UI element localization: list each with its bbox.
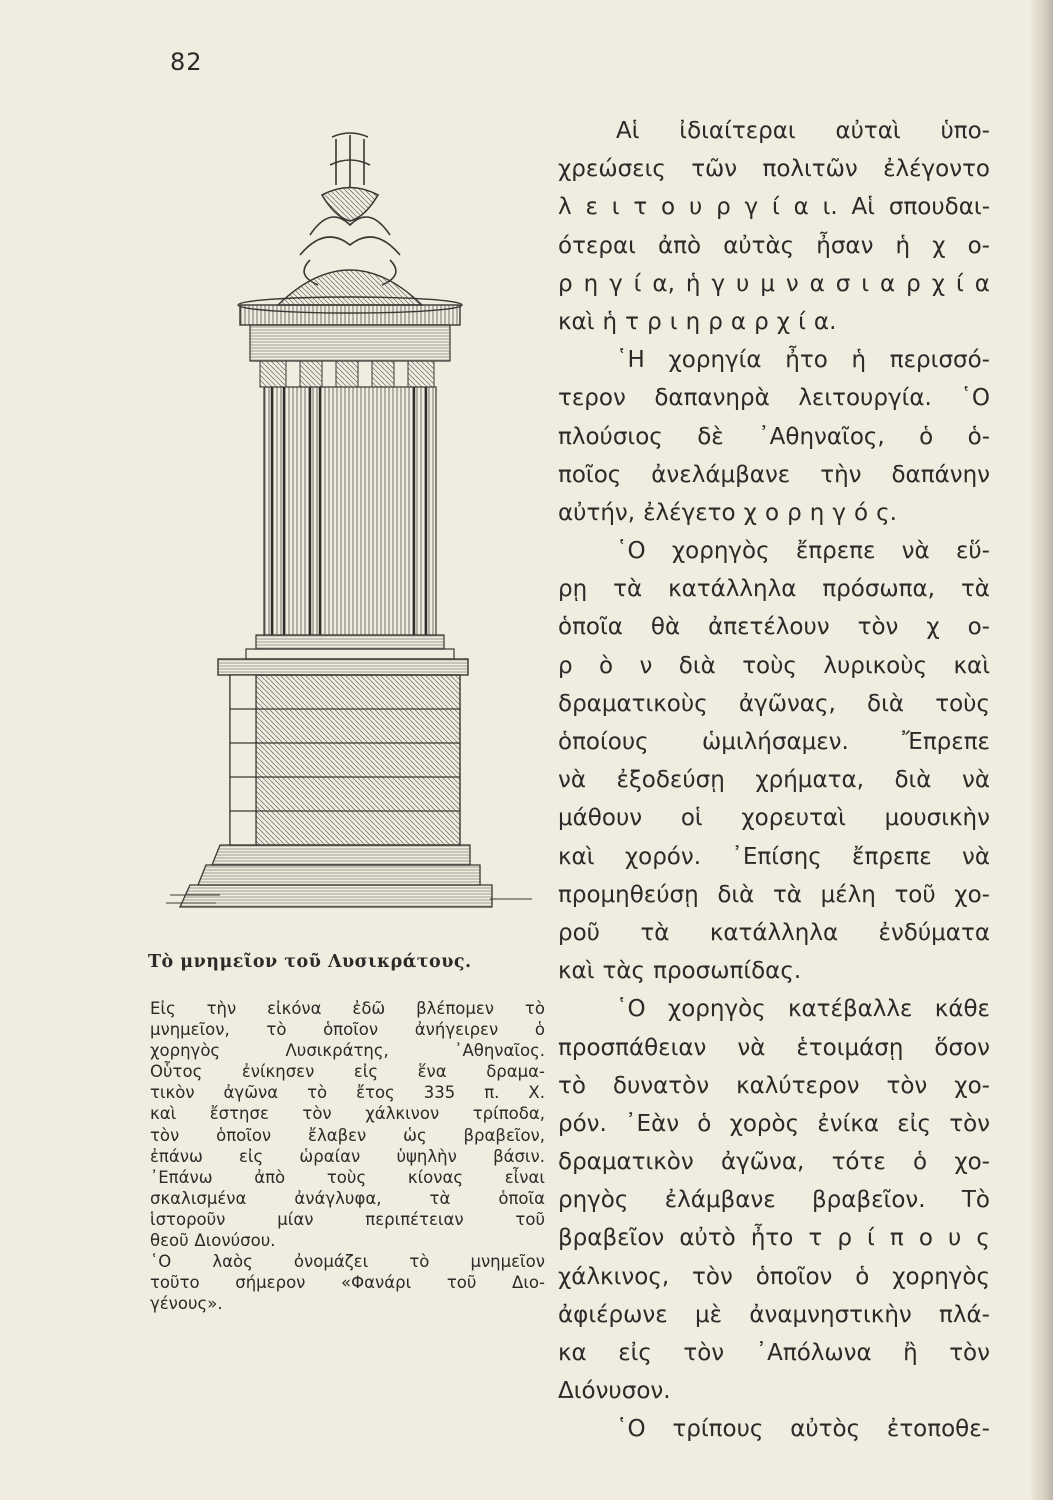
body-text-line: βραβεῖον αὐτὸ ἦτο τ ρ ί π ο υ ς — [558, 1225, 990, 1252]
caption-text-line: μνημεῖον, τὸ ὁποῖον ἀνήγειρεν ὁ — [150, 1020, 545, 1040]
body-text-line: Διόνυσον. — [558, 1378, 671, 1405]
body-text-line: Αἱ ἰδιαίτεραι αὐταὶ ὑπο- — [616, 118, 990, 144]
body-text-line: μάθουν οἱ χορευταὶ μουσικὴν — [558, 805, 990, 832]
body-text-line: ἀφιέρωνε μὲ ἀναμνηστικὴν πλά- — [558, 1301, 990, 1328]
caption-text-line: καὶ ἔστησε τὸν χάλκινον τρίποδα, — [150, 1104, 545, 1124]
body-text-line: χάλκινος, τὸν ὁποῖον ὁ χορηγὸς — [558, 1263, 990, 1290]
body-text-line: ὁποίους ὡμιλήσαμεν. Ἔπρεπε — [558, 729, 990, 755]
body-text-line: αὐτήν, ἐλέγετο χ ο ρ η γ ό ς. — [558, 499, 897, 526]
body-text-line: ῾Ο χορηγὸς κατέβαλλε κάθε — [616, 996, 990, 1023]
body-text-line: ρ ὸ ν διὰ τοὺς λυρικοὺς καὶ — [558, 652, 990, 679]
caption-text-column — [150, 998, 545, 1314]
body-text-line: ὁποῖα θὰ ἀπετέλουν τὸν χ ο- — [558, 614, 990, 641]
body-text-line: λ ε ι τ ο υ ρ γ ί α ι. Αἱ σπουδαι- — [558, 194, 990, 221]
figure-caption: Τὸ μνημεῖον τοῦ Λυσικράτους. — [148, 952, 472, 972]
body-text-line: προσπάθειαν νὰ ἑτοιμάσῃ ὅσον — [558, 1034, 990, 1061]
body-text-line: καὶ χορόν. ᾿Επίσης ἔπρεπε νὰ — [558, 843, 990, 870]
body-text-line: τερον δαπανηρὰ λειτουργία. ῾Ο — [558, 385, 990, 412]
body-text-line: ότεραι ἀπὸ αὐτὰς ἦσαν ἡ χ ο- — [558, 232, 990, 259]
page-edge-shadow — [1031, 0, 1053, 1500]
caption-text-line: ῾Ο λαὸς ὀνομάζει τὸ μνημεῖον — [150, 1252, 545, 1272]
main-text-column — [558, 112, 990, 1449]
body-text-line: καὶ ἡ τ ρ ι η ρ α ρ χ ί α. — [558, 308, 837, 335]
body-text-line: δραματικοὺς ἀγῶνας, διὰ τοὺς — [558, 690, 990, 717]
caption-text-line: γένους». — [150, 1294, 223, 1314]
caption-text-line: ἐπάνω εἰς ὡραίαν ὑψηλὴν βάσιν. — [150, 1146, 545, 1166]
body-text-line: κα εἰς τὸν ᾿Απόλωνα ἢ τὸν — [558, 1340, 990, 1366]
caption-text-line: θεοῦ Διονύσου. — [150, 1231, 276, 1251]
caption-text-line: Εἰς τὴν εἰκόνα ἐδῶ βλέπομεν τὸ — [150, 999, 545, 1018]
body-text-line: ποῖος ἀνελάμβανε τὴν δαπάνην — [558, 461, 990, 488]
page-number: 82 — [170, 48, 203, 76]
body-text-line: χρεώσεις τῶν πολιτῶν ἐλέγοντο — [558, 156, 990, 183]
body-text-line: ρ η γ ί α, ἡ γ υ μ ν α σ ι α ρ χ ί α — [558, 270, 990, 297]
body-text-line: ρῃ τὰ κατάλληλα πρόσωπα, τὰ — [558, 576, 990, 603]
caption-text-line: σκαλισμένα ἀνάγλυφα, τὰ ὁποῖα — [150, 1188, 545, 1208]
body-text-line: ῾Ο τρίπους αὐτὸς ἐτοποθε- — [616, 1416, 990, 1443]
body-text-line: καὶ τὰς προσωπίδας. — [558, 958, 802, 985]
caption-text-line: ἱστοροῦν μίαν περιπέτειαν τοῦ — [150, 1209, 545, 1229]
body-text-line: ῾Η χορηγία ἦτο ἡ περισσό- — [616, 347, 990, 374]
body-text-line: πλούσιος δὲ ᾿Αθηναῖος, ὁ ὁ- — [558, 423, 990, 450]
body-text-line: τὸ δυνατὸν καλύτερον τὸν χο- — [558, 1072, 990, 1099]
body-text-line: νὰ ἐξοδεύσῃ χρήματα, διὰ νὰ — [558, 767, 990, 794]
caption-text-line: ᾿Επάνω ἀπὸ τοὺς κίονας εἶναι — [150, 1167, 545, 1187]
caption-text-line: τικὸν ἀγῶνα τὸ ἔτος 335 π. Χ. — [150, 1083, 545, 1103]
body-text-line: ρόν. ᾿Εὰν ὁ χορὸς ἐνίκα εἰς τὸν — [558, 1110, 990, 1137]
lysicrates-monument-engraving — [160, 125, 540, 925]
caption-text-line: χορηγὸς Λυσικράτης, ᾿Αθηναῖος. — [150, 1041, 545, 1061]
body-text-line: ῾Ο χορηγὸς ἔπρεπε νὰ εὕ- — [616, 538, 990, 565]
caption-text-line: Οὗτος ἐνίκησεν εἰς ἕνα δραμα- — [150, 1062, 545, 1082]
caption-text-line: τοῦτο σήμερον «Φανάρι τοῦ Διο- — [150, 1273, 545, 1293]
body-text-line: ροῦ τὰ κατάλληλα ἐνδύματα — [558, 919, 990, 946]
body-text-line: ρηγὸς ἐλάμβανε βραβεῖον. Τὸ — [558, 1187, 990, 1214]
monument-illustration — [160, 125, 540, 925]
body-text-line: προμηθεύσῃ διὰ τὰ μέλη τοῦ χο- — [558, 881, 990, 908]
body-text-line: δραματικὸν ἀγῶνα, τότε ὁ χο- — [558, 1149, 990, 1176]
caption-text-line: τὸν ὁποῖον ἔλαβεν ὡς βραβεῖον, — [150, 1125, 545, 1145]
